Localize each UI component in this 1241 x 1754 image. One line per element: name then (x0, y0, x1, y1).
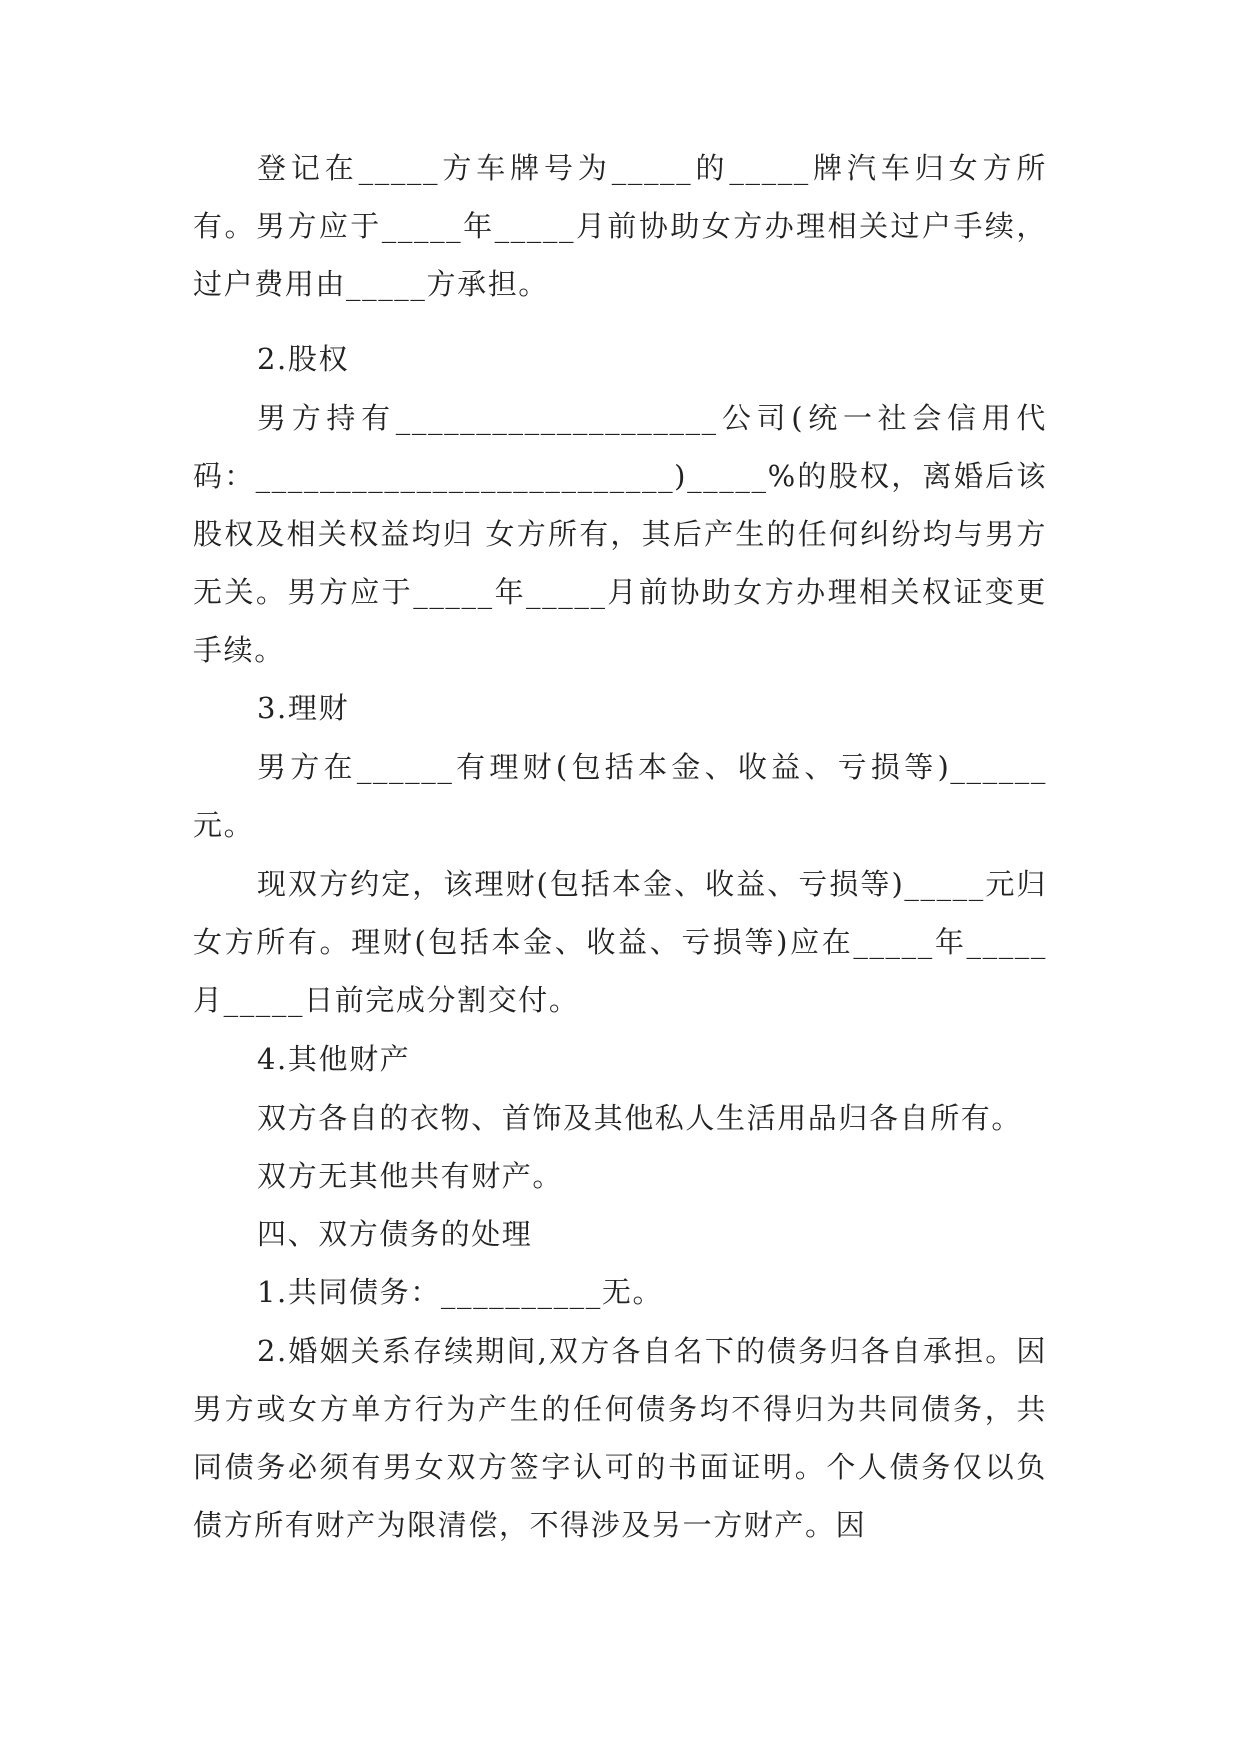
paragraph-common-debt: 1.共同债务：__________无。 (257, 1275, 664, 1309)
paragraph-finance-split: 现双方约定，该理财(包括本金、收益、亏损等)_____元归女方所有。理财(包括本金、收益、亏损等)应在_____年_____月_____日前完成分割交付。 (193, 867, 1047, 1017)
heading-finance: 3.理财 (257, 691, 350, 725)
heading-debts: 四、双方债务的处理 (257, 1217, 533, 1251)
paragraph-debt-responsibility: 2.婚姻关系存续期间,双方各自名下的债务归各自承担。因男方或女方单方行为产生的任何债务均不得归为共同债务，共同债务必须有男女双方签字认可的书面证明。个人债务仅以负债方所有财产为限清偿，不得涉及另一方财产。因 (193, 1334, 1047, 1542)
paragraph-equity: 男方持有____________________公司(统一社会信用代码：__________________________)_____%的股权，离婚后该股权及相关权益均归 女方所有，其后产生的任何纠纷均与男方无关。男方应于_____年_____月前协助女方办理相关权证变更手续。 (193, 401, 1047, 667)
heading-equity: 2.股权 (257, 342, 350, 376)
paragraph-vehicle: 登记在_____方车牌号为_____的_____牌汽车归女方所有。男方应于_____年_____月前协助女方办理相关过户手续，过户费用由_____方承担。 (193, 151, 1047, 301)
heading-other-property: 4.其他财产 (257, 1042, 411, 1076)
paragraph-finance-holding: 男方在______有理财(包括本金、收益、亏损等)______元。 (193, 750, 1047, 842)
paragraph-personal-items: 双方各自的衣物、首饰及其他私人生活用品归各自所有。 (257, 1101, 1023, 1135)
paragraph-no-common-property: 双方无其他共有财产。 (257, 1159, 564, 1193)
